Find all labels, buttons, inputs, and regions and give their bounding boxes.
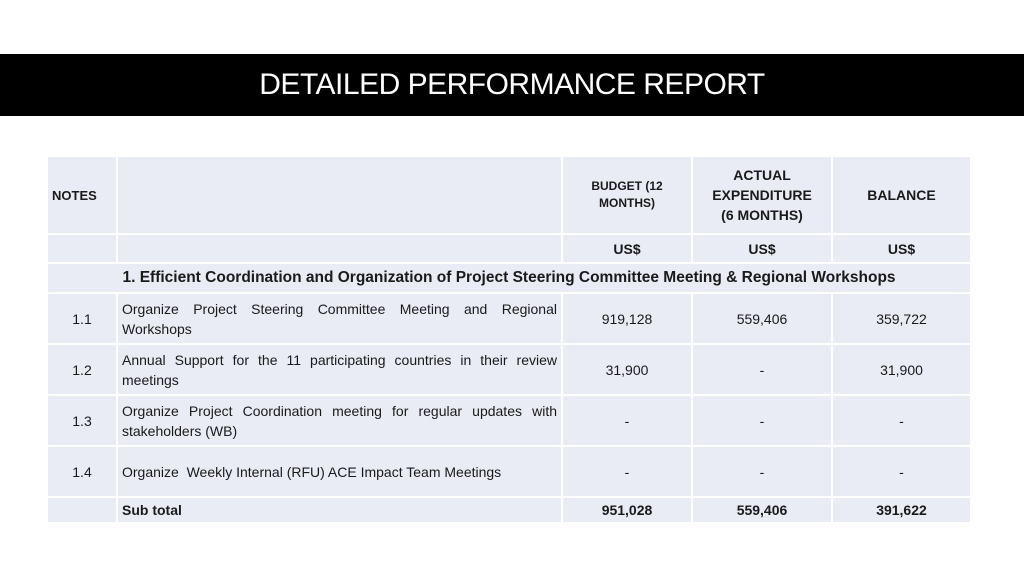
row-description: Organize Project Steering Committee Meeting and Regional Workshops (117, 293, 562, 344)
table-row (47, 293, 971, 344)
row-note: 1.3 (47, 395, 117, 446)
row-actual: - (692, 344, 832, 395)
subtotal-label: Sub total (117, 497, 562, 523)
units-notes-empty (47, 234, 117, 263)
section-title: 1. Efficient Coordination and Organization of Project Steering Committee Meeting & Regional Workshops (47, 263, 971, 293)
subtotal-notes-empty (47, 497, 117, 523)
table-row (47, 344, 971, 395)
unit-budget: US$ (562, 234, 692, 263)
row-budget: 31,900 (562, 344, 692, 395)
subtotal-actual: 559,406 (692, 497, 832, 523)
units-description-empty (117, 234, 562, 263)
row-note: 1.4 (47, 446, 117, 497)
row-description: Organize Project Coordination meeting for regular updates with stakeholders (WB) (117, 395, 562, 446)
row-actual: - (692, 395, 832, 446)
performance-table (46, 155, 972, 524)
row-budget: - (562, 395, 692, 446)
row-actual: 559,406 (692, 293, 832, 344)
row-balance: - (832, 446, 971, 497)
section-row (47, 263, 971, 293)
row-note: 1.2 (47, 344, 117, 395)
subtotal-balance: 391,622 (832, 497, 971, 523)
row-description: Organize Weekly Internal (RFU) ACE Impact Team Meetings (117, 446, 562, 497)
unit-actual: US$ (692, 234, 832, 263)
row-balance: 31,900 (832, 344, 971, 395)
unit-balance: US$ (832, 234, 971, 263)
row-budget: - (562, 446, 692, 497)
row-balance: 359,722 (832, 293, 971, 344)
row-budget: 919,128 (562, 293, 692, 344)
header-balance: BALANCE (832, 156, 971, 234)
table-row (47, 446, 971, 497)
header-budget: BUDGET (12 MONTHS) (562, 156, 692, 234)
row-description: Annual Support for the 11 participating countries in their review meetings (117, 344, 562, 395)
header-actual: ACTUAL EXPENDITURE (6 MONTHS) (692, 156, 832, 234)
table-row (47, 395, 971, 446)
row-note: 1.1 (47, 293, 117, 344)
page-title: DETAILED PERFORMANCE REPORT (259, 68, 765, 101)
subtotal-row (47, 497, 971, 523)
row-actual: - (692, 446, 832, 497)
title-bar (0, 54, 1024, 116)
subtotal-budget: 951,028 (562, 497, 692, 523)
header-row (47, 156, 971, 234)
units-row (47, 234, 971, 263)
header-notes: NOTES (47, 156, 117, 234)
header-description (117, 156, 562, 234)
row-balance: - (832, 395, 971, 446)
